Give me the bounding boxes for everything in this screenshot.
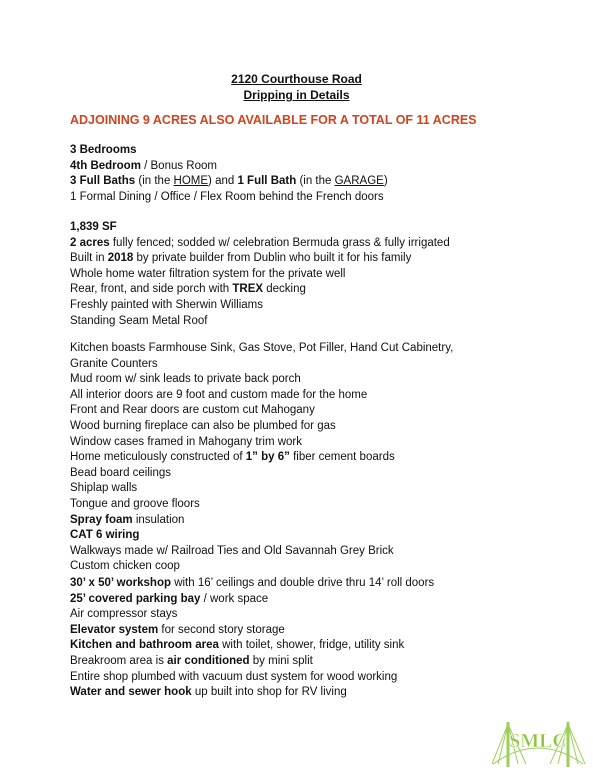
home-word: HOME <box>173 175 209 188</box>
breakroom-prefix: Breakroom area is <box>70 654 168 667</box>
breakroom-suffix: by mini split <box>249 654 313 667</box>
interior-section <box>70 341 580 575</box>
fourth-bedroom-detail: / Bonus Room <box>140 159 217 172</box>
construction-line <box>70 450 580 466</box>
compressor-line: Air compressor stays <box>70 608 178 621</box>
baths-text-3: (in the <box>296 175 335 188</box>
rooms-section <box>70 143 580 205</box>
baths-text-1: (in the <box>135 175 174 188</box>
baths-line <box>70 174 580 190</box>
document-subtitle: Dripping in Details <box>243 88 350 102</box>
air-conditioned: air conditioned <box>167 654 250 667</box>
fourth-bedroom-line <box>70 159 580 175</box>
smlc-logo-text: SMLC <box>509 730 567 752</box>
vacuum-line: Entire shop plumbed with vacuum dust system for wood working <box>70 670 398 683</box>
parking-bay: 25’ covered parking bay <box>70 592 201 605</box>
acres-detail: fully fenced; sodded w/ celebration Bermuda grass & fully irrigated <box>109 236 450 249</box>
workshop-size: 30’ x 50’ workshop <box>70 577 171 589</box>
rv-hookup-line <box>70 685 580 701</box>
built-detail: by private builder from Dublin who built it for his family <box>133 252 412 265</box>
insulation-word: insulation <box>132 513 185 526</box>
water-filtration-line: Whole home water filtration system for the private well <box>70 267 346 280</box>
bedrooms-line: 3 Bedrooms <box>70 144 137 156</box>
paint-line: Freshly painted with Sherwin Williams <box>70 298 264 311</box>
workshop-section <box>70 576 580 701</box>
acres-line <box>70 236 580 252</box>
smlc-logo <box>488 712 588 768</box>
home-baths: 3 Full Baths <box>70 175 136 188</box>
parking-detail: / work space <box>200 592 269 605</box>
workshop-line <box>70 576 580 592</box>
fireplace-line: Wood burning fireplace can also be plumbed for gas <box>70 419 336 432</box>
roof-line: Standing Seam Metal Roof <box>70 314 208 327</box>
kitchen-line: Kitchen boasts Farmhouse Sink, Gas Stove, Pot Filler, Hand Cut Cabinetry, <box>70 342 454 354</box>
baths-text-2: ) and <box>208 175 238 188</box>
porch-suffix: decking <box>263 283 306 296</box>
document-title: 2120 Courthouse Road <box>231 72 362 86</box>
kitchen-bath-area: Kitchen and bathroom area <box>70 639 219 652</box>
baths-text-4: ) <box>383 175 388 188</box>
built-year: 2018 <box>107 252 134 265</box>
built-line <box>70 251 580 267</box>
kitchen-line-2: Granite Counters <box>70 357 158 370</box>
parking-line <box>70 592 580 608</box>
board-size: 1” by 6” <box>245 451 290 464</box>
elevator-system: Elevator system <box>70 623 159 636</box>
construction-prefix: Home meticulously constructed of <box>70 451 246 464</box>
dining-line: 1 Formal Dining / Office / Flex Room behind the French doors <box>70 190 384 203</box>
water-sewer-hook: Water and sewer hook <box>70 686 192 699</box>
acres-amount: 2 acres <box>70 236 110 249</box>
interior-doors-line: All interior doors are 9 foot and custom made for the home <box>70 388 368 401</box>
mahogany-doors-line: Front and Rear doors are custom cut Mahogany <box>70 404 315 417</box>
window-cases-line: Window cases framed in Mahogany trim work <box>70 435 302 448</box>
shiplap-line: Shiplap walls <box>70 482 138 495</box>
workshop-detail: with 16’ ceilings and double drive thru 14’ roll doors <box>171 577 435 589</box>
property-section <box>70 220 580 329</box>
kitchen-bath-detail: with toilet, shower, fridge, utility sink <box>218 639 405 652</box>
construction-suffix: fiber cement boards <box>289 451 395 464</box>
spray-foam: Spray foam <box>70 513 133 526</box>
fourth-bedroom-label: 4th Bedroom <box>70 159 141 172</box>
chicken-coop-line: Custom chicken coop <box>70 560 180 573</box>
square-footage: 1,839 SF <box>70 221 117 233</box>
ceilings-line: Bead board ceilings <box>70 466 172 479</box>
garage-bath: 1 Full Bath <box>237 175 297 188</box>
kitchen-bath-line <box>70 638 580 654</box>
insulation-line <box>70 513 580 529</box>
porch-line <box>70 282 580 298</box>
walkways-line: Walkways made w/ Railroad Ties and Old Savannah Grey Brick <box>70 544 394 557</box>
built-prefix: Built in <box>70 252 108 265</box>
announcement-banner: ADJOINING 9 ACRES ALSO AVAILABLE FOR A TOTAL OF 11 ACRES <box>70 113 477 127</box>
elevator-detail: for second story storage <box>158 623 285 636</box>
trex-brand: TREX <box>232 283 264 296</box>
porch-prefix: Rear, front, and side porch with <box>70 283 233 296</box>
rv-hookup-detail: up built into shop for RV living <box>191 686 347 699</box>
mudroom-line: Mud room w/ sink leads to private back porch <box>70 373 301 386</box>
elevator-line <box>70 623 580 639</box>
floors-line: Tongue and groove floors <box>70 497 200 510</box>
breakroom-line <box>70 654 580 670</box>
garage-word: GARAGE <box>334 175 384 188</box>
wiring-line: CAT 6 wiring <box>70 529 140 542</box>
